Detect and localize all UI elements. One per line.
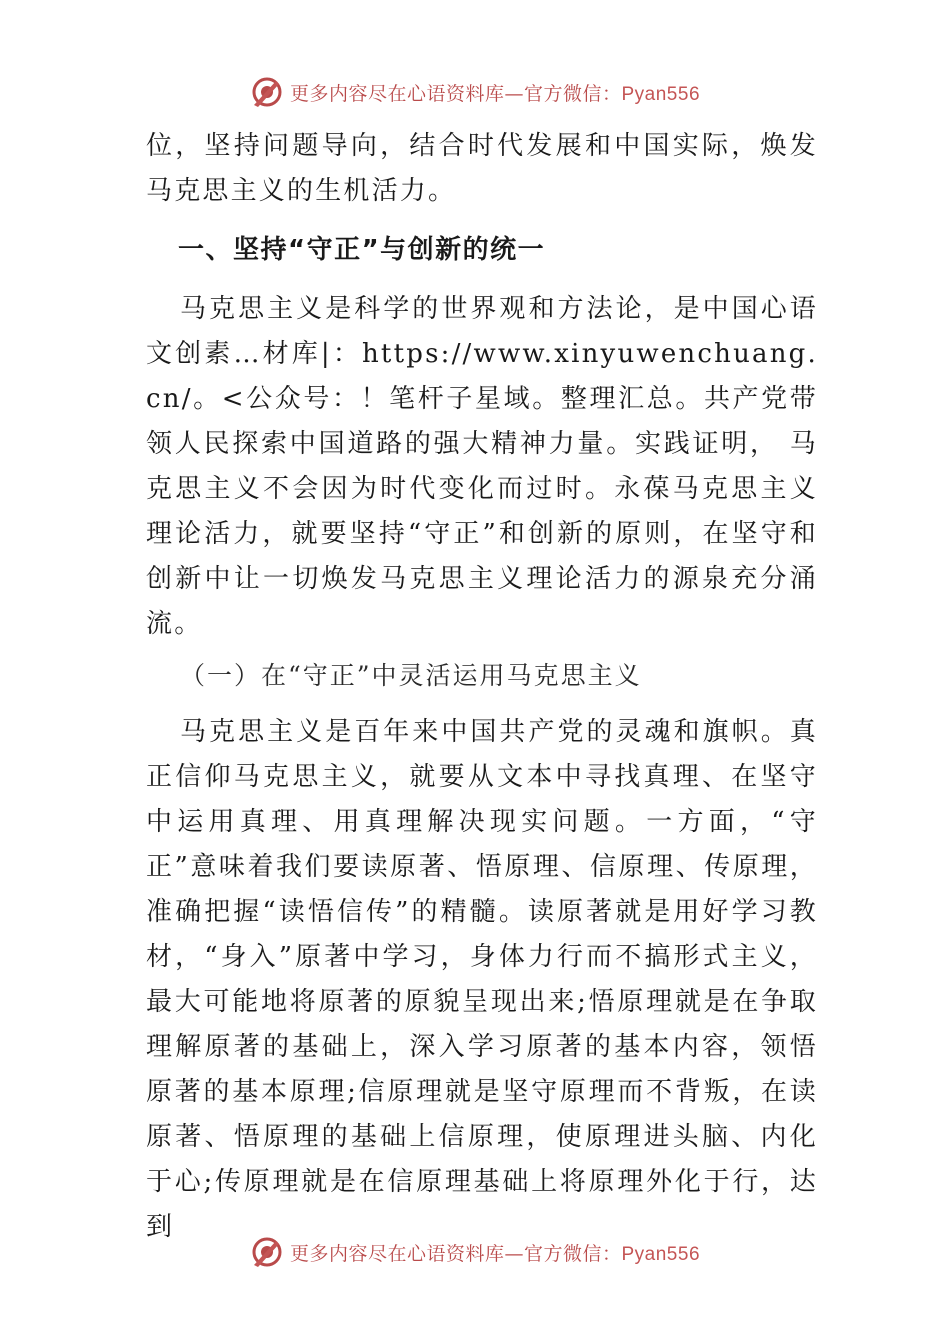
- paragraph: 马克思主义是百年来中国共产党的灵魂和旗帜。真正信仰马克思主义，就要从文本中寻找真理、在坚守中运用真理、用真理解决现实问题。一方面，“守正”意味着我们要读原著、悟原理、信原理、传原理，准确把握“读悟信传”的精髓。读原著就是用好学习教材，“身入”原著中学习，身体力行而不搞形式主义，最大可能地将原著的原貌呈现出来;悟原理就是在争取理解原著的基础上，深入学习原著的基本内容，领悟原著的基本原理;信原理就是坚守原理而不背叛，在读原著、悟原理的基础上信原理，使原理进头脑、内化于心;传原理就是在信原理基础上将原理外化于行，达到: [146, 717, 818, 1242]
- wechat-id: Pyan556: [621, 83, 701, 105]
- red-circle-pen-logo-icon: [250, 75, 284, 109]
- section-heading: 一、坚持“守正”与创新的统一: [178, 235, 546, 265]
- subsection-heading: （一）在“守正”中灵活运用马克思主义: [180, 661, 642, 690]
- watermark-text: 更多内容尽在心语资料库—官方微信：Pyan556: [289, 82, 701, 105]
- document-body: [146, 124, 818, 1250]
- paragraph: 马克思主义是科学的世界观和方法论，是中国心语文创素…材库|：https://www.xinyuwenchuang.cn/。<公众号：！笔杆子星域。整理汇总。共产党带领人民探索中国道路的强大精神力量。实践证明， 马克思主义不会因为时代变化而过时。永葆马克思主义理论活力，就要坚持“守正”和创新的原则，在坚守和创新中让一切焕发马克思主义理论活力的源泉充分涌流。: [146, 294, 818, 639]
- red-circle-pen-logo-icon: [250, 1235, 284, 1269]
- wechat-id: Pyan556: [621, 1243, 701, 1265]
- watermark-text: 更多内容尽在心语资料库—官方微信：Pyan556: [289, 1242, 701, 1265]
- header-watermark: [0, 72, 950, 112]
- paragraph-continued: 位，坚持问题导向，结合时代发展和中国实际，焕发马克思主义的生机活力。: [146, 131, 818, 206]
- footer-watermark: [0, 1232, 950, 1272]
